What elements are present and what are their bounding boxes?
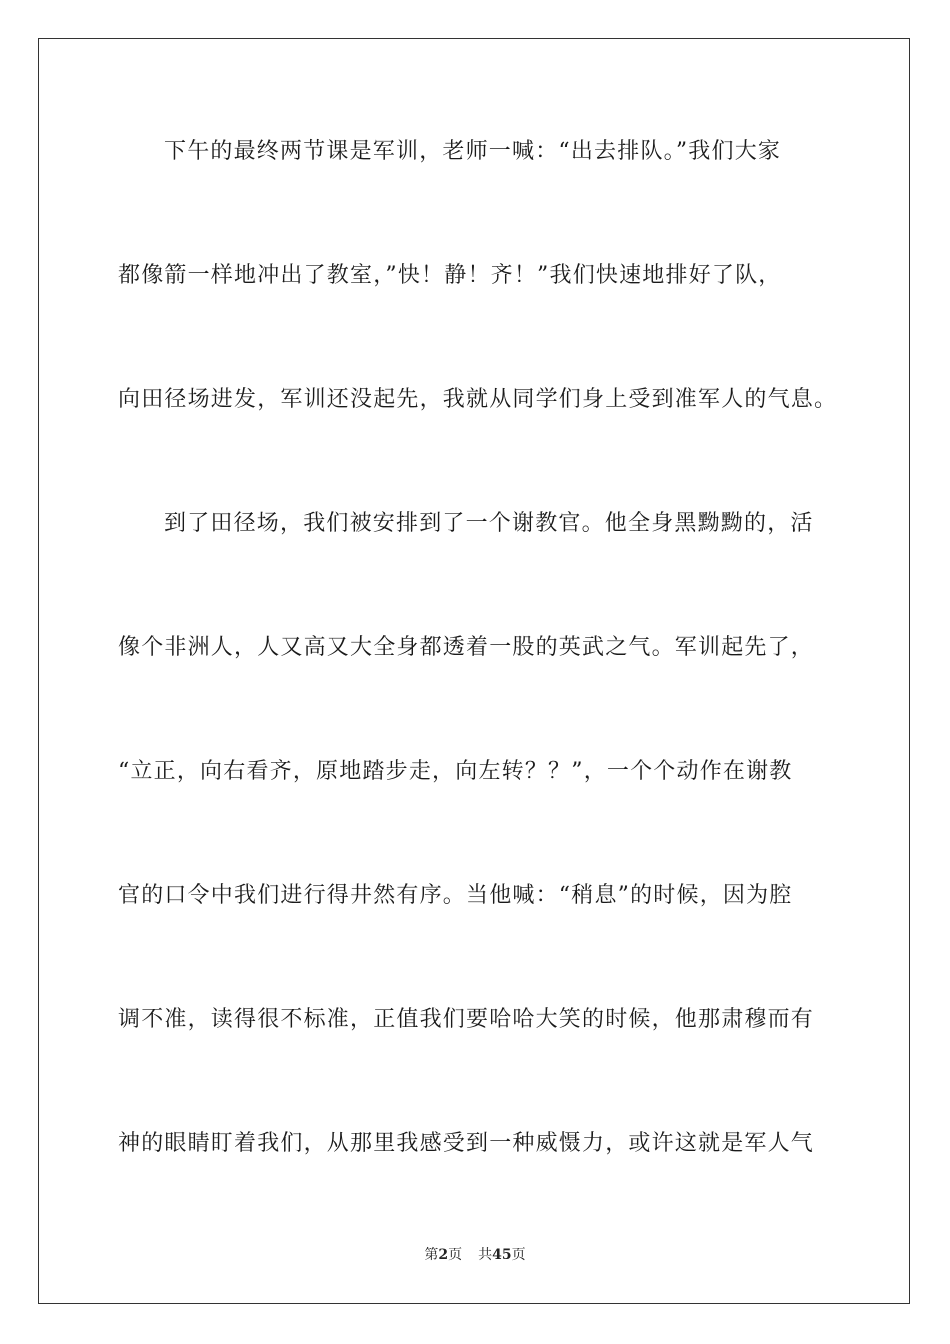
- page-footer: [0, 1246, 950, 1264]
- text-line: 都像箭一样地冲出了教室，”快！静！齐！”我们快速地排好了队，: [118, 263, 782, 288]
- text-line: 向田径场进发，军训还没起先，我就从同学们身上受到准军人的气息。: [118, 387, 838, 412]
- text-line: “立正，向右看齐，原地踏步走，向左转？？”，一个个动作在谢教: [118, 759, 793, 784]
- text-line: 像个非洲人，人又高又大全身都透着一股的英武之气。军训起先了，: [118, 635, 815, 660]
- page-prefix: 第: [424, 1247, 439, 1263]
- total-pages: 45: [492, 1247, 512, 1263]
- page-border: [38, 38, 910, 1304]
- text-line: 到了田径场，我们被安排到了一个谢教官。他全身黑黝黝的，活: [164, 511, 814, 536]
- text-line: 调不准，读得很不标准，正值我们要哈哈大笑的时候，他那肃穆而有: [118, 1007, 815, 1032]
- total-suffix: 页: [511, 1247, 526, 1263]
- total-prefix: 共: [478, 1247, 493, 1263]
- text-line: 神的眼睛盯着我们，从那里我感受到一种威慑力，或许这就是军人气: [118, 1131, 815, 1156]
- text-line: 下午的最终两节课是军训，老师一喊：“出去排队。”我们大家: [164, 139, 782, 164]
- page-suffix: 页: [448, 1247, 463, 1263]
- text-line: 官的口令中我们进行得井然有序。当他喊：“稍息”的时候，因为腔: [118, 883, 793, 908]
- page-number: 2: [438, 1247, 449, 1263]
